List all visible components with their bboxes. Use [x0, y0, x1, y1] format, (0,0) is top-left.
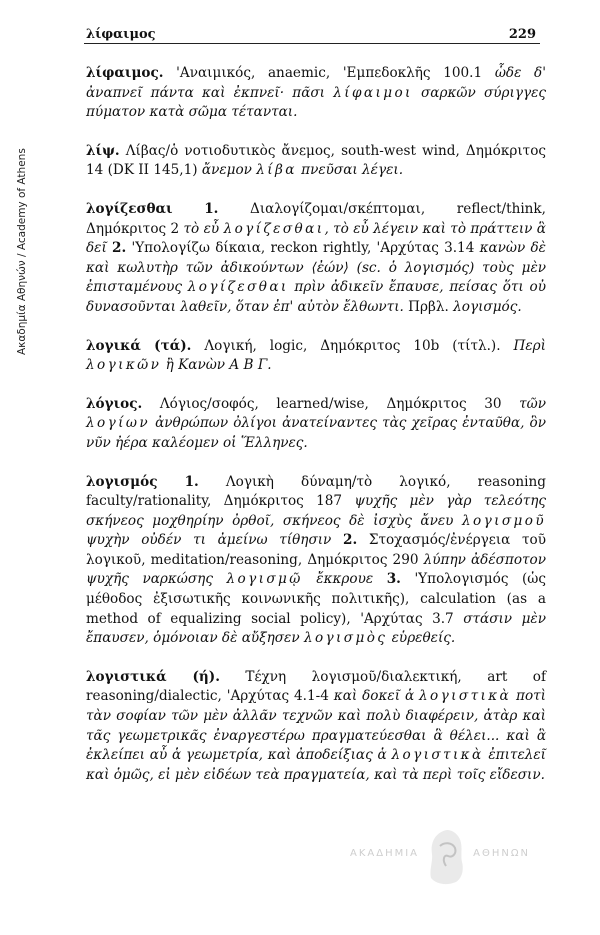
dictionary-entry: [86, 473, 546, 649]
quotation-text: λύπην ἀδέσποτον ψυχῆς ναρκώσης: [86, 551, 546, 588]
definition-text: Πρβλ.: [403, 298, 454, 315]
quotation-text: ἀνθρώπων ὀλίγοι ἀνατείναντες τὰς χεῖρας ἐνταῦθα, ὃν νῦν ἠέρα καλέομεν οἱ Ἕλληνες.: [86, 415, 546, 451]
sense-number: 1.: [204, 200, 219, 217]
definition-text: Διαλογίζομαι/σκέπτομαι, reflect/think, Δημόκριτος 2: [86, 200, 546, 237]
quotation-text: τῶν: [519, 395, 546, 412]
definition-text: Λόγιος/σοφός, learned/wise, Δημόκριτος 30: [142, 395, 520, 412]
quotation-text: ὧδε δ' ἀναπνεῖ πάντα καὶ ἐκπνεῖ· πᾶσι: [86, 65, 546, 101]
entry-headword: λίψ.: [86, 142, 120, 159]
quotation-text: λογισμός.: [453, 298, 522, 315]
header-rule: [84, 43, 540, 44]
dictionary-entry: [86, 668, 546, 786]
sense-number: 1.: [184, 473, 199, 490]
quotation-text: ψυχὴν οὐδέν τι ἀμείνω τίθησιν: [86, 532, 332, 549]
entry-headword: λόγιος.: [86, 395, 143, 412]
entry-paragraph: [86, 337, 546, 376]
definition-text: [373, 571, 387, 587]
dictionary-entry: [86, 64, 546, 123]
definition-text: Στοχασμός/ἐνέργεια τοῦ λογικοῦ, meditation/reasoning, Δημόκριτος 290: [86, 532, 546, 568]
quotation-text: ἔκκρουε: [302, 571, 374, 588]
spaced-quote-word: λογίζεσθαι: [223, 220, 325, 237]
quotation-text: ἐπιτελεῖ καὶ ὁμῶς, εἰ μὲν εἰδέων τεὰ πραγματεία, καὶ τὰ περὶ τοῖς εἴδεσιν.: [86, 747, 546, 783]
definition-text: 'Υπολογίζω δίκαια, reckon rightly, 'Αρχύτας 3.14: [126, 240, 480, 257]
quotation-text: πρὶν ἀδικεῖν ἔπαυσε, πείσας ὅτι οὐ δυνασοῦνται λαθεῖν, ὅταν ἐπ' αὐτὸν ἔλθωντι.: [86, 279, 546, 315]
quotation-text: καὶ δοκεῖ ἁ: [333, 688, 420, 705]
spaced-quote-word: λογισμὸς: [303, 630, 388, 647]
page-number: 229: [508, 27, 536, 42]
spaced-quote-word: λογισμῷ: [226, 571, 303, 588]
sense-number: 2.: [343, 532, 358, 549]
sense-number: 3.: [386, 571, 401, 588]
definition-text: Λίβας/ὁ νοτιοδυτικὸς ἄνεμος, south-west wind, Δημόκριτος 14 (DK II 145,1): [86, 142, 546, 179]
quotation-text: στάσιν μὲν ἔπαυσεν, ὁμόνοιαν δὲ αὔξησεν: [86, 610, 546, 647]
entry-headword: λογιστικά (ή).: [86, 668, 220, 685]
dictionary-entry: [86, 142, 546, 181]
definition-text: [173, 201, 205, 217]
spaced-quote-word: λογίζεσθαι: [187, 279, 289, 296]
entry-paragraph: [86, 473, 546, 649]
entry-headword: λογίζεσθαι: [86, 200, 173, 217]
quotation-text: , τὸ εὖ λέγειν καὶ τὸ πράττειν ἃ δεῖ: [86, 220, 546, 257]
dictionary-entry: [86, 337, 546, 376]
definition-text: [331, 532, 343, 548]
watermark: [350, 826, 530, 896]
entry-paragraph: [86, 64, 546, 123]
quotation-text: κανὼν δὲ καὶ κωλυτὴρ τῶν ἀδικούντων ⟨ἐών⟩ (sc. ὁ λογισμός) τοὺς μὲν ἐπισταμένους: [86, 240, 546, 296]
definition-text: 'Αναιμικός, anaemic, 'Εμπεδοκλῆς 100.1: [163, 65, 495, 81]
quotation-text: σαρκῶν σύριγγες πύματον κατὰ σῶμα τέτανται.: [86, 84, 546, 121]
quotation-text: ἢ Κανὼν Α Β Γ.: [161, 357, 272, 374]
quotation-text: ποτὶ τὰν σοφίαν τῶν μὲν ἀλλᾶν τεχνῶν καὶ πολὺ διαφέρειν, ἀτὰρ καὶ τᾶς γεωμετρικᾶς ἐναργεστέρω πραγματεύεσθαι ἃ θέλει... καὶ ἃ ἐκλείπει αὖ ἁ γεωμετρία, καὶ ἀποδείξιας ἁ: [86, 688, 546, 764]
definition-text: [157, 474, 184, 490]
entry-headword: λογικά (τά).: [86, 337, 192, 354]
quotation-text: ψυχῆς μὲν γὰρ τελεότης σκήνεος μοχθηρίην ὀρθοῖ, σκήνεος δὲ ἰσχὺς ἄνευ: [86, 493, 546, 529]
entry-paragraph: [86, 668, 546, 786]
running-head: [86, 18, 536, 42]
quotation-text: εὑρεθείς.: [387, 630, 456, 647]
quotation-text: τὸ εὖ: [183, 220, 224, 237]
spaced-quote-word: λογικῶν: [86, 357, 162, 374]
spaced-quote-word: λίφαιμοι: [333, 84, 413, 101]
entry-paragraph: [86, 395, 546, 454]
spaced-quote-word: λογιστικὰ: [419, 688, 512, 705]
quotation-text: Περὶ: [513, 337, 546, 354]
entry-headword: λογισμός: [86, 473, 158, 490]
entries-column: [86, 64, 546, 804]
quotation-text: ἄνεμον: [201, 162, 257, 179]
definition-text: Λογικὴ δύναμη/τὸ λογικό, reasoning faculty/rationality, Δημόκριτος 187: [86, 473, 546, 510]
watermark-left-text: ΑΚΑΔΗΜΙΑ: [350, 848, 420, 859]
spaced-quote-word: λογίων: [86, 415, 151, 432]
sense-number: 2.: [112, 240, 127, 257]
watermark-right-text: ΑΘΗΝΩΝ: [473, 848, 530, 859]
definition-text: Λογική, logic, Δημόκριτος 10b (τίτλ.).: [191, 337, 514, 354]
spaced-quote-word: λίβα: [256, 162, 297, 179]
entry-paragraph: [86, 200, 546, 318]
running-head-title: λίφαιμος: [86, 27, 156, 42]
spaced-quote-word: λογισμοῦ: [461, 512, 546, 529]
dictionary-entry: [86, 200, 546, 318]
spaced-quote-word: λογιστικὰ: [391, 747, 484, 764]
watermark-seal-icon: [422, 826, 472, 888]
side-credit: Ακαδημία Αθηνών / Academy of Athens: [16, 148, 28, 355]
definition-text: Τέχνη λογισμοῦ/διαλεκτική, art of reasoning/dialectic, 'Αρχύτας 4.1-4: [86, 668, 546, 705]
entry-paragraph: [86, 142, 546, 181]
quotation-text: πνεῦσαι λέγει.: [296, 162, 404, 179]
entry-headword: λίφαιμος.: [86, 65, 164, 81]
definition-text: 'Υπολογισμός (ὡς μέθοδος ἐξισωτικῆς κοινωνικῆς πολιτικῆς), calculation (as a method of equalizing social policy), 'Αρχύτας 3.7: [86, 571, 546, 627]
dictionary-entry: [86, 395, 546, 454]
